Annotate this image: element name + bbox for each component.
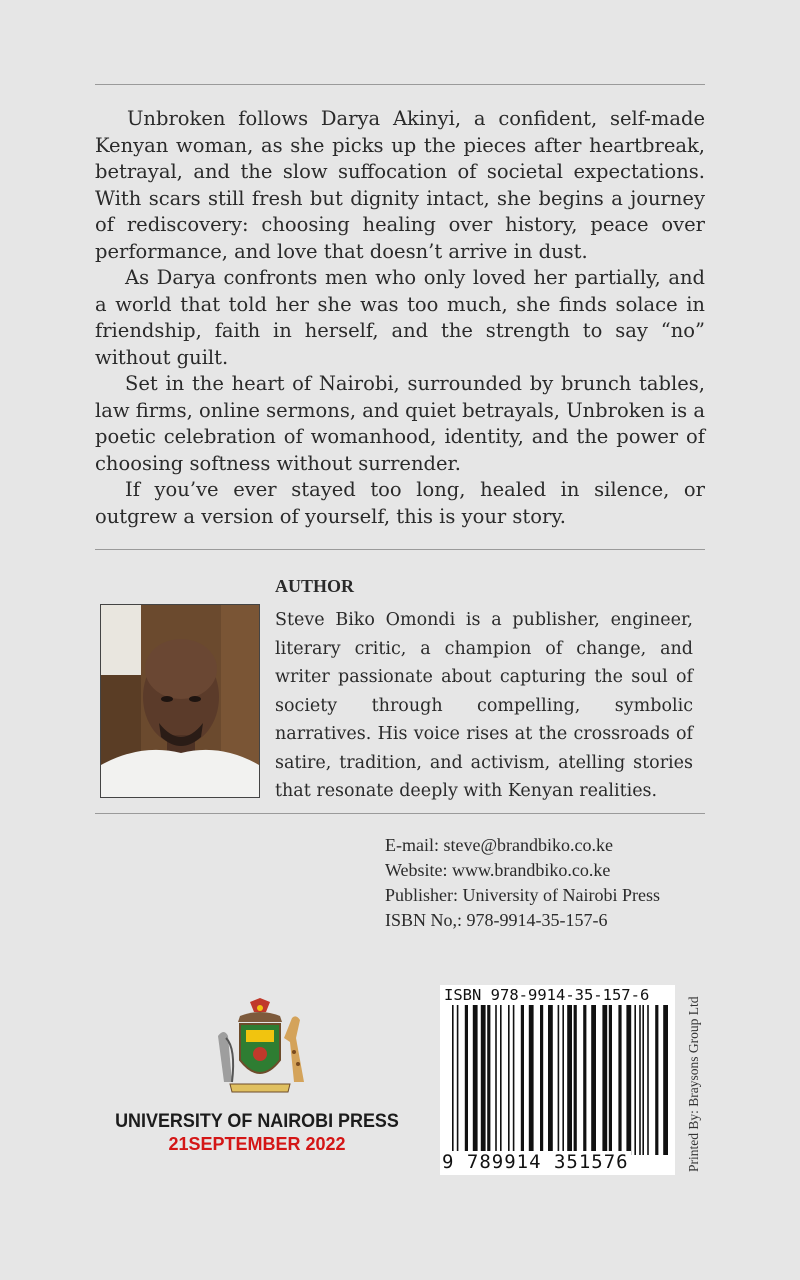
barcode-bar [647,1005,649,1155]
publisher-name: UNIVERSITY OF NAIROBI PRESS [115,1110,399,1132]
barcode-bars [444,1005,670,1155]
barcode-bar [548,1005,553,1155]
barcode-bar [540,1005,543,1155]
barcode-bar [495,1005,497,1155]
blurb-paragraph-4: If you’ve ever stayed too long, healed in silence, or outgrew a version of yourself, this is your story. [95,478,705,528]
barcode-bar [465,1005,468,1155]
isbn-line: ISBN No,: 978-9914-35-157-6 [385,910,608,930]
university-crest-icon [210,998,310,1098]
blurb-paragraph-2: As Darya confronts men who only loved her partially, and a world that told her she was too much, she finds solace in friendship, faith in herself, and the strength to say “no” without guilt. [95,266,705,369]
author-email: E-mail: steve@brandbiko.co.ke [385,835,614,855]
barcode-isbn-label: ISBN 978-9914-35-157-6 [444,986,650,1004]
barcode-bar [602,1005,607,1155]
back-cover-blurb [95,106,705,530]
barcode-bar [591,1005,596,1155]
isbn-barcode [440,985,675,1175]
barcode-bar [609,1005,612,1155]
middle-rule [95,549,705,550]
author-photo [100,604,260,798]
barcode-bar [529,1005,534,1155]
lower-rule [95,813,705,814]
barcode-bar [626,1005,631,1155]
blurb-paragraph-1: Unbroken follows Darya Akinyi, a confident, self-made Kenyan woman, as she picks up the pieces after heartbreak, betrayal, and the slow suffocation of societal expectations. With scars still fresh but dignity intact, she begins a journey of rediscovery: choosing healing over history, peace over performance, and love that doesn’t arrive in dust. [95,107,705,263]
barcode-bar [663,1005,668,1155]
barcode-bar [634,1005,636,1155]
barcode-bar [618,1005,621,1155]
printer-credit: Printed By: Braysons Group Ltd [686,996,701,1172]
barcode-bar [583,1005,586,1155]
barcode-bar [487,1005,490,1155]
blurb-paragraph-3: Set in the heart of Nairobi, surrounded by brunch tables, law firms, online sermons, and quiet betrayals, Unbroken is a poetic celebration of womanhood, identity, and the power of choosing softness without surrender. [95,372,705,475]
barcode-bar [457,1005,459,1155]
contact-details [385,833,660,933]
barcode-bar [508,1005,510,1155]
barcode-bar [521,1005,524,1155]
barcode-bar [500,1005,502,1155]
barcode-bar [481,1005,486,1155]
barcode-bar [655,1005,658,1155]
barcode-bar [567,1005,572,1155]
barcode-digits: 9 789914 351576 [442,1151,629,1173]
publisher-line: Publisher: University of Nairobi Press [385,885,660,905]
barcode-bar [558,1005,560,1155]
barcode-bar [639,1005,641,1155]
author-bio: Steve Biko Omondi is a publisher, engineer, literary critic, a champion of change, and writer passionate about capturing the soul of society through compelling, symbolic narratives. His voice rises at the crossroads of satire, tradition, and activism, atelling stories that resonate deeply with Kenyan realities. [275,610,693,801]
barcode-bar [452,1005,454,1155]
top-rule [95,84,705,85]
barcode-bar [562,1005,564,1155]
author-heading: AUTHOR [275,576,355,596]
barcode-bar [574,1005,577,1155]
barcode-bar [642,1005,644,1155]
barcode-bar [513,1005,515,1155]
author-website: Website: www.brandbiko.co.ke [385,860,611,880]
publication-date: 21SEPTEMBER 2022 [168,1134,346,1154]
barcode-bar [473,1005,478,1155]
author-portrait-illustration [101,605,259,797]
